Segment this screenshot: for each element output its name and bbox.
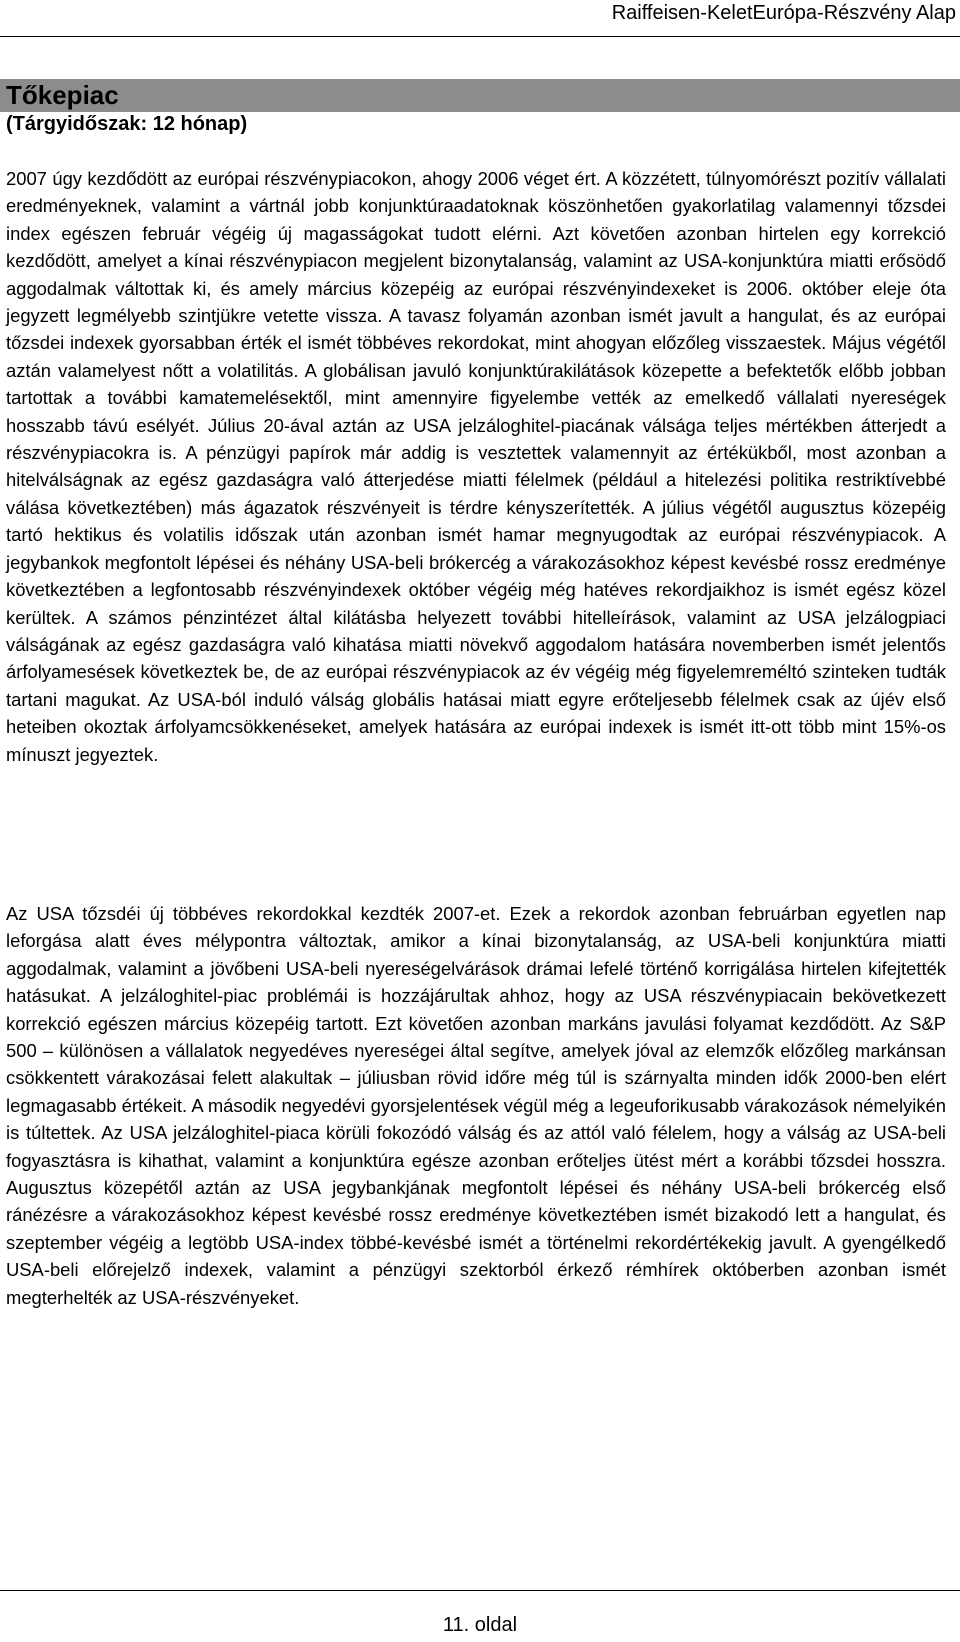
body-paragraph-european-markets: 2007 úgy kezdődött az európai részvénypiacokon, ahogy 2006 véget ért. A közzétett, túlnyomórészt pozitív vállalati eredményeknek, valamint a vártnál jobb konjunktúraadatoknak köszönhetően gyakorlatilag valamennyi tőzsdei index egészen február végéig új magasságokat tudott elérni. Azt követően azonban hirtelen egy korrekció kezdődött, amelyet a kínai részvénypiacon megjelent bizonytalanság, valamint az USA-konjunktúra miatti erősödő aggodalmak váltottak ki, és amely március közepéig az európai részvényindexeket is 2006. október eleje óta jegyzett legmélyebb szintjükre vetette vissza. A tavasz folyamán azonban ismét javult a hangulat, és az európai tőzsdei indexek gyorsabban érték el ismét többéves rekordokat, mint ahogyan előzőleg visszaestek. Május végétől aztán valamelyest nőtt a volatilitás. A globálisan javuló konjunktúrakilátások közepette a befektetők előbb jobban tartottak a további kamatemelésektől, mint amennyire figyelembe vették az emelkedő vállalati nyereségek hosszabb távú esélyét. Július 20-ával aztán az USA jelzáloghitel-piacának válsága teljes mértékben átterjedt a részvénypiacokra is. A pénzügyi papírok már addig is vesztettek valamennyit az értékükből, most azonban a hitelválságnak az egész gazdaságra való átterjedése miatti félelmek (például a hitelezési politika restriktívebbé válása következtében) más ágazatok részvényeit is térdre kényszerítették. A július végétől augusztus közepéig tartó hektikus és volatilis időszak után azonban ismét hamar megnyugodtak az európai részvénypiacok. A jegybankok megfontolt lépései és néhány USA-beli brókercég a várakozásokhoz képest kevésbé rossz eredménye következtében a legfontosabb részvényindexek október végéig még hatéves rekordjaikhoz is ismét egész közel kerültek. A számos pénzintézet által kilátásba helyezett további hitelleírások, valamint az USA jelzálogpiaci válságának az egész gazdaságra való kihatása miatti növekvő aggodalom hatására novemberben ismét jelentős árfolyamesések következtek be, de az európai részvénypiacok az év végéig még figyelemreméltó szinteken tudták tartani magukat. Az USA-ból induló válság globális hatásai miatt egyre erőteljesebb félelmek csak az újév első heteiben okoztak árfolyamcsökkenéseket, amelyek hatására az európai indexek is ismét itt-ott több mint 15%-os mínuszt jegyeztek. — [6, 168, 946, 765]
section-subtitle: (Tárgyidőszak: 12 hónap) — [6, 113, 248, 135]
page-number: 11. oldal — [442, 1614, 518, 1636]
body-paragraph-us-markets: Az USA tőzsdéi új többéves rekordokkal kezdték 2007-et. Ezek a rekordok azonban februárban egyetlen nap leforgása alatt éves mélypontra változtak, amikor a kínai bizonytalanság, az USA-beli konjunktúra miatti aggodalmak, valamint a jövőbeni USA-beli nyereségelvárások drámai lefelé történő korrigálása hirtelen kifejtették hatásukat. A jelzáloghitel-piac problémái is hozzájárultak ahhoz, hogy az USA részvénypiacain bekövetkezett korrekció egészen március közepéig tartott. Ezt követően azonban markáns javulási folyamat kezdődött. Az S&P 500 – különösen a vállalatok negyedéves nyereségei által segítve, amelyek jóval az elemzők előzőleg markánsan csökkentett várakozásai felett alakultak – júliusban rövid időre még túl is szárnyalta minden idők 2000-ben elért legmagasabb értékeit. A második negyedévi gyorsjelentések végül még a legeuforikusabb várakozások némelyikén is túltettek. Az USA jelzáloghitel-piaca körüli fokozódó válság és az attól való félelem, hogy a válság az USA-beli fogyasztásra is kihathat, valamint a konjunktúra egésze azonban erőteljes ütést mért a korábbi tőzsdei hosszra. Augusztus közepétől aztán az USA jegybankjának megfontolt lépései és néhány USA-beli brókercég első ránézésre a várakozásokhoz képest kevésbé rossz eredménye következtében ismét bizakodó lett a hangulat, és szeptember végéig a legtöbb USA-index többé-kevésbé ismét a történelmi rekordértékekig javult. A gyengélkedő USA-beli előrejelző indexek, valamint a pénzügyi szektorból érkező rémhírek októberben azonban ismét megterhelték az USA-részvényeket. — [6, 903, 946, 1308]
running-header-title: Raiffeisen-KeletEurópa-Részvény Alap — [611, 2, 956, 24]
footer-divider — [0, 1590, 960, 1591]
header-divider — [0, 36, 960, 37]
section-heading-band — [0, 79, 960, 112]
section-title: Tőkepiac — [6, 80, 119, 110]
